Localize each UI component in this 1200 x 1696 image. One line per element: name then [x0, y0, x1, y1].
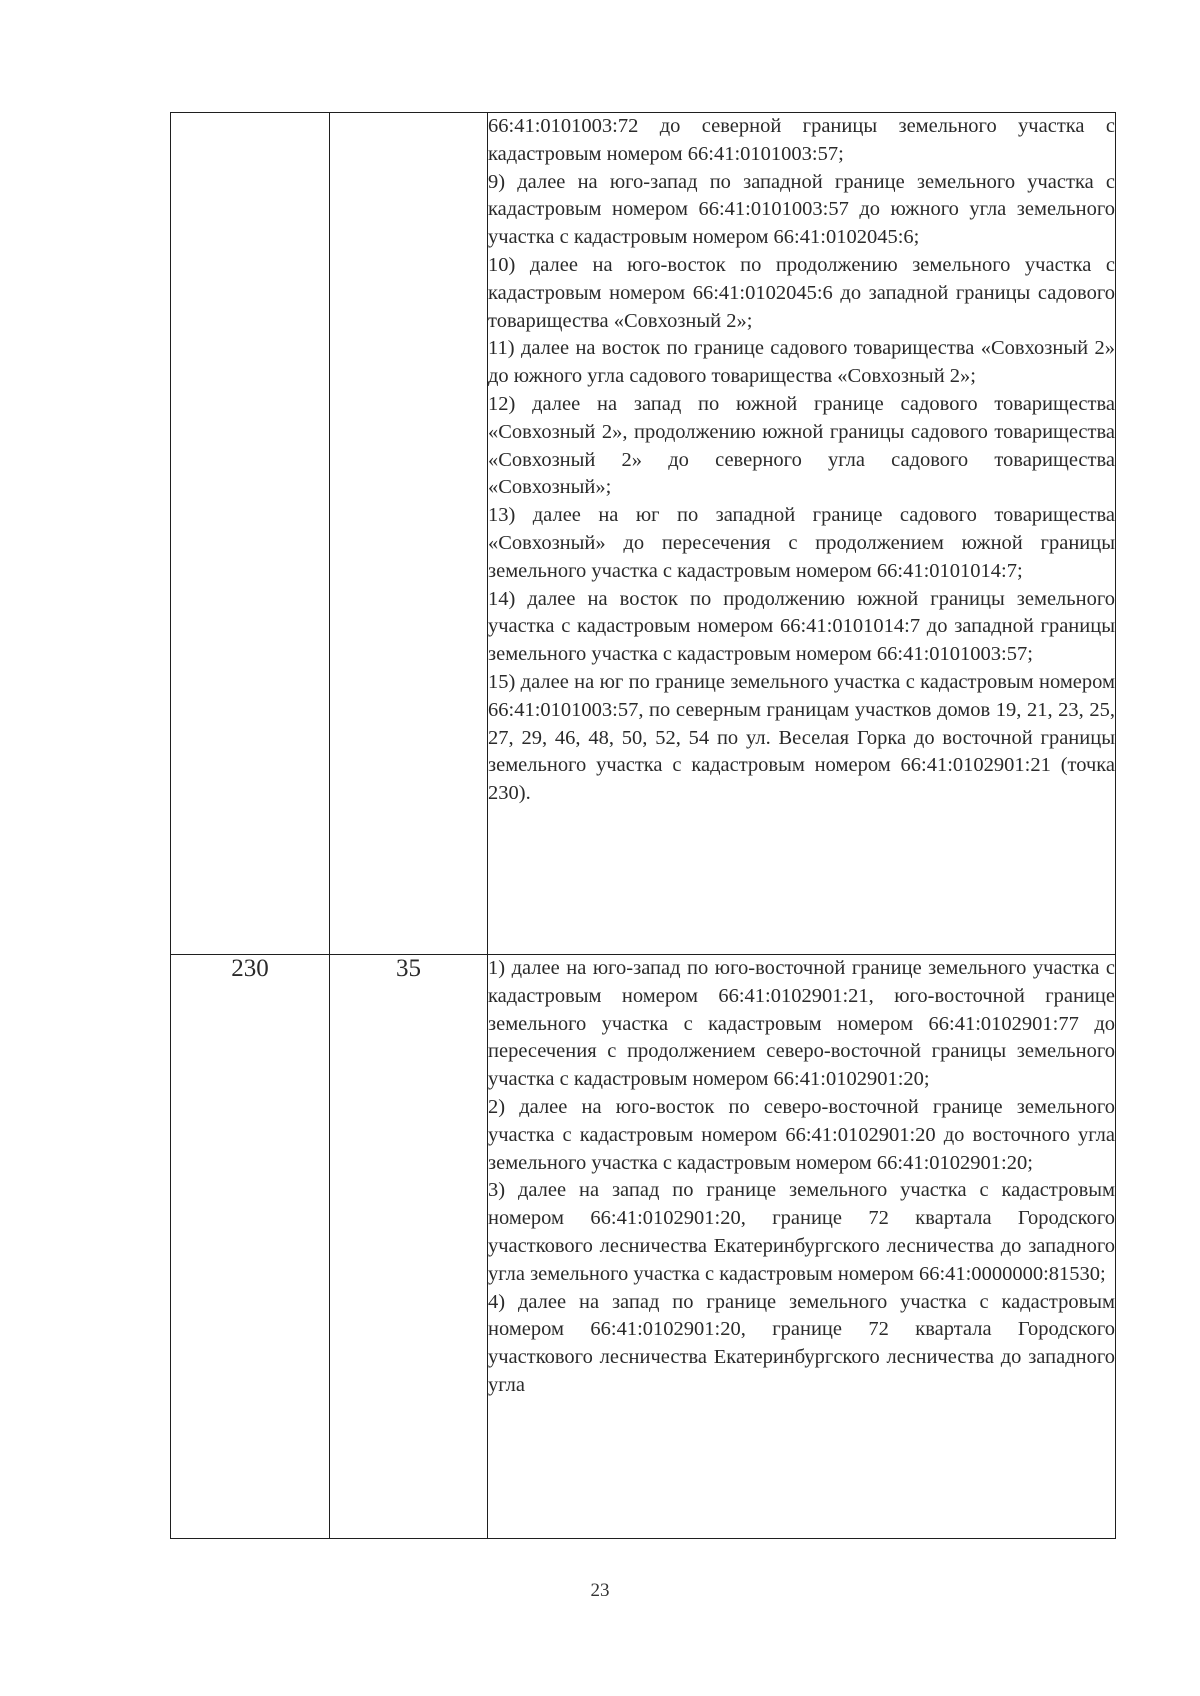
description-paragraph: 12) далее на запад по южной границе садового товарищества «Совхозный 2», продолжению южной границы садового товарищества «Совхозный 2» до северного угла садового товарищества «Совхозный»; — [488, 392, 1115, 499]
description-paragraph: 11) далее на восток по границе садового товарищества «Совхозный 2» до южного угла садового товарищества «Совхозный 2»; — [488, 337, 1115, 388]
description-paragraph: 14) далее на восток по продолжению южной границы земельного участка с кадастровым номером 66:41:0101014:7 до западной границы земельного участка с кадастровым номером 66:41:0101003:57; — [488, 587, 1115, 666]
point-number-cell — [171, 113, 330, 955]
boundary-description-cell — [488, 113, 1116, 955]
description-paragraph: 10) далее на юго-восток по продолжению земельного участка с кадастровым номером 66:41:0102045:6 до западной границы садового товарищества «Совхозный 2»; — [488, 253, 1115, 332]
description-paragraph: 2) далее на юго-восток по северо-восточной границе земельного участка с кадастровым номером 66:41:0102901:20 до восточного угла земельного участка с кадастровым номером 66:41:0102901:20; — [488, 1095, 1115, 1174]
segment-length-cell: 35 — [330, 955, 488, 1539]
boundary-description-table — [170, 112, 1116, 1539]
description-paragraph: 1) далее на юго-запад по юго-восточной границе земельного участка с кадастровым номером 66:41:0102901:21, юго-восточной границе земельного участка с кадастровым номером 66:41:0102901:77 до пересечения с продолжением северо-восточной границы земельного участка с кадастровым номером 66:41:0102901:20; — [488, 957, 1115, 1091]
description-paragraph: 66:41:0101003:72 до северной границы земельного участка с кадастровым номером 66:41:0101003:57; — [488, 115, 1115, 165]
description-paragraph: 9) далее на юго-запад по западной границе земельного участка с кадастровым номером 66:41:0101003:57 до южного угла земельного участка с кадастровым номером 66:41:0102045:6; — [488, 170, 1115, 249]
boundary-description-cell — [488, 955, 1116, 1539]
description-paragraph: 15) далее на юг по границе земельного участка с кадастровым номером 66:41:0101003:57, по северным границам участков домов 19, 21, 23, 25, 27, 29, 46, 48, 50, 52, 54 по ул. Веселая Горка до восточной границы земельного участка с кадастровым номером 66:41:0102901:21 (точка 230). — [488, 670, 1115, 805]
point-number-cell: 230 — [171, 955, 330, 1539]
description-paragraph: 4) далее на запад по границе земельного участка с кадастровым номером 66:41:0102901:20, границе 72 квартала Городского участкового лесничества Екатеринбургского лесничества до западного угла — [488, 1290, 1115, 1396]
table-row — [171, 113, 1116, 955]
description-paragraph: 3) далее на запад по границе земельного участка с кадастровым номером 66:41:0102901:20, границе 72 квартала Городского участкового лесничества Екатеринбургского лесничества до западного угла земельного участка с кадастровым номером 66:41:0000000:81530; — [488, 1179, 1115, 1285]
table-row — [171, 955, 1116, 1539]
page-number: 23 — [590, 1580, 610, 1601]
segment-length-cell — [330, 113, 488, 955]
description-paragraph: 13) далее на юг по западной границе садового товарищества «Совхозный» до пересечения с продолжением южной границы земельного участка с кадастровым номером 66:41:0101014:7; — [488, 504, 1115, 582]
